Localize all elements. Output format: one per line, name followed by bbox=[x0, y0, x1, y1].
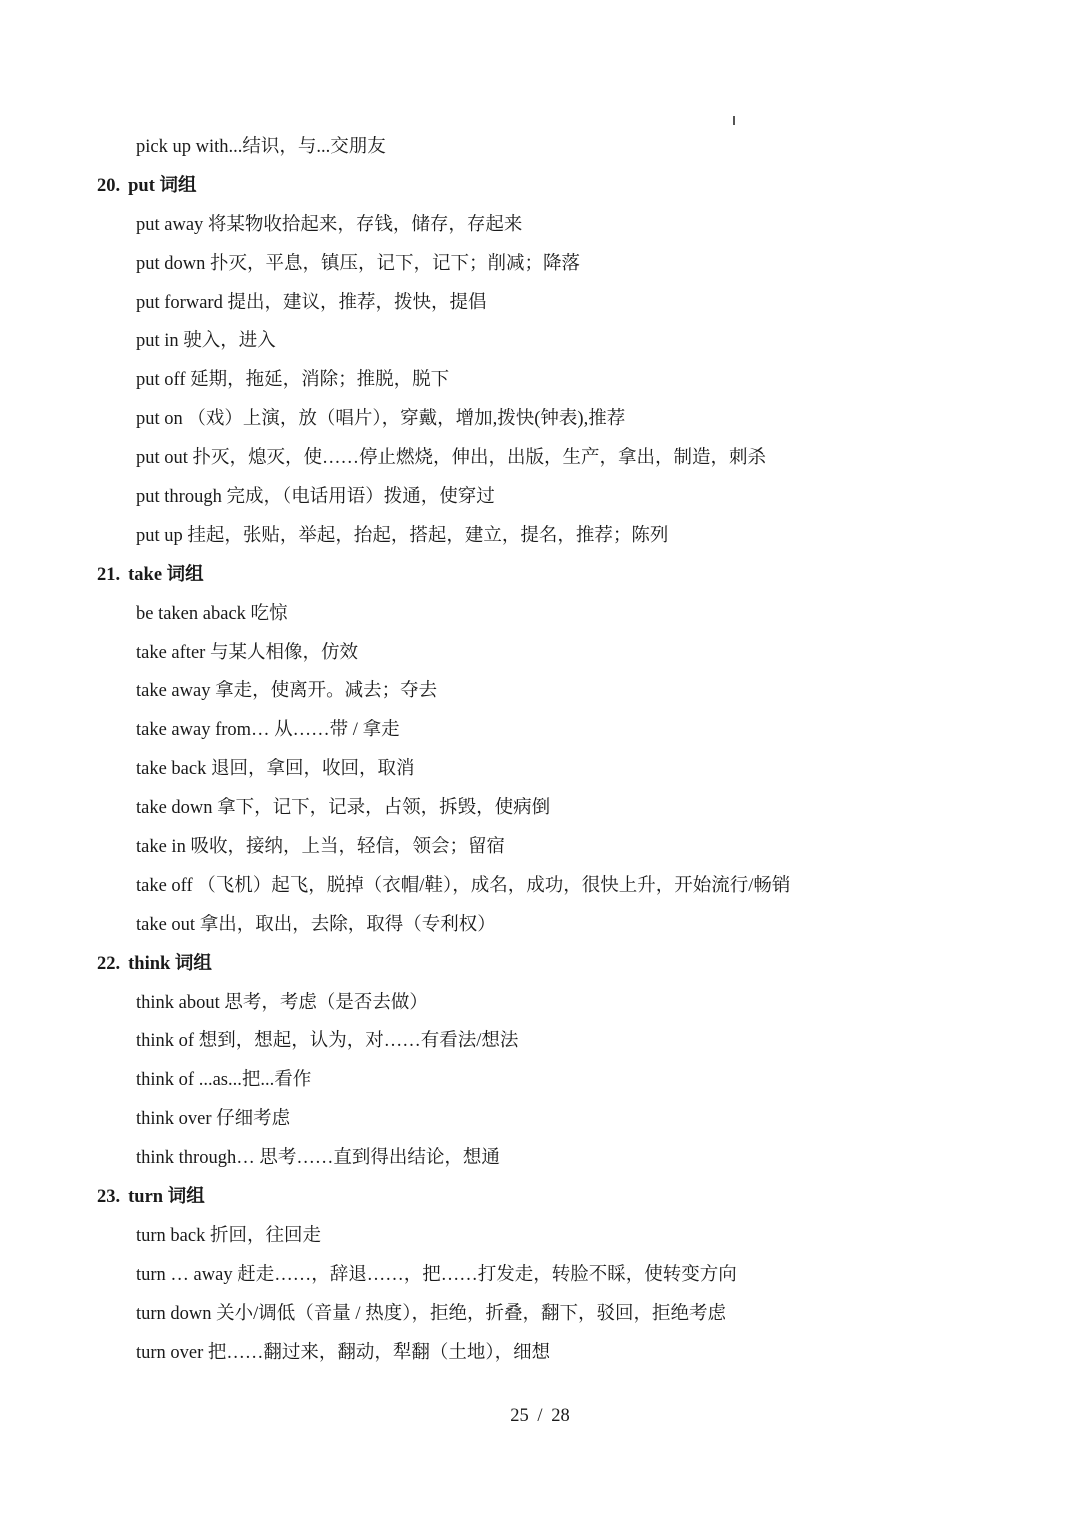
phrase-entry: put off 延期，拖延，消除；推脱，脱下 bbox=[136, 370, 450, 391]
phrase-entry: turn … away 赶走……，辞退……，把……打发走，转脸不睬，使转变方向 bbox=[136, 1264, 737, 1285]
phrase-entry: turn over 把……翻过来，翻动，犁翻（土地），细想 bbox=[136, 1342, 551, 1363]
phrase-entry: put out 扑灭，熄灭，使……停止燃烧，伸出，出版，生产，拿出，制造，刺杀 bbox=[136, 448, 767, 469]
page-tick-mark bbox=[733, 116, 735, 125]
phrase-entry: think of 想到，想起，认为，对……有看法/想法 bbox=[136, 1031, 519, 1052]
phrase-entry: take off （飞机）起飞，脱掉（衣帽/鞋），成名，成功，很快上升，开始流行/畅销 bbox=[136, 875, 791, 896]
section-heading bbox=[0, 167, 1080, 206]
phrase-entry: be taken aback 吃惊 bbox=[136, 603, 288, 624]
section-number: 20. bbox=[97, 175, 121, 196]
page-separator: / bbox=[537, 1406, 543, 1426]
phrase-entry: put forward 提出，建议，推荐，拨快，提倡 bbox=[136, 292, 487, 313]
phrase-entry: take away 拿走，使离开。减去；夺去 bbox=[136, 681, 438, 702]
phrase-entry: put on （戏）上演，放（唱片），穿戴，增加,拨快(钟表),推荐 bbox=[136, 409, 626, 430]
phrase-entry: take back 退回，拿回，收回，取消 bbox=[136, 759, 415, 780]
phrase-entry: think of ...as...把...看作 bbox=[136, 1070, 312, 1091]
phrase-entry: put down 扑灭，平息，镇压，记下，记下；削减；降落 bbox=[136, 253, 581, 274]
section-number: 21. bbox=[97, 564, 121, 585]
section-heading bbox=[0, 945, 1080, 984]
phrase-entry: put through 完成，（电话用语）拨通，使穿过 bbox=[136, 487, 495, 508]
phrase-list bbox=[0, 128, 1080, 1373]
phrase-entry: take down 拿下，记下，记录，占领，拆毁，使病倒 bbox=[136, 798, 551, 819]
section-heading bbox=[0, 556, 1080, 595]
phrase-entry: pick up with...结识，与...交朋友 bbox=[136, 137, 386, 157]
section-title: think 词组 bbox=[128, 953, 212, 974]
phrase-entry: take out 拿出，取出，去除，取得（专利权） bbox=[136, 914, 496, 935]
phrase-entry: think over 仔细考虑 bbox=[136, 1109, 291, 1130]
phrase-entry: think through… 思考……直到得出结论，想通 bbox=[136, 1148, 500, 1169]
page-total: 28 bbox=[551, 1406, 570, 1426]
phrase-entry: think about 思考，考虑（是否去做） bbox=[136, 992, 428, 1013]
page-number bbox=[0, 1406, 1080, 1427]
section-heading bbox=[0, 1178, 1080, 1217]
phrase-entry: take away from… 从……带 / 拿走 bbox=[136, 720, 400, 741]
page-current: 25 bbox=[510, 1406, 529, 1426]
section-title: take 词组 bbox=[128, 564, 204, 585]
phrase-entry: put up 挂起，张贴，举起，抬起，搭起，建立，提名，推荐；陈列 bbox=[136, 525, 669, 546]
section-number: 23. bbox=[97, 1187, 121, 1208]
section-title: put 词组 bbox=[128, 175, 197, 196]
phrase-entry: take after 与某人相像，仿效 bbox=[136, 642, 358, 663]
phrase-entry: put in 驶入，进入 bbox=[136, 331, 276, 352]
section-number: 22. bbox=[97, 953, 121, 974]
phrase-entry: turn down 关小/调低（音量 / 热度），拒绝，折叠，翻下，驳回，拒绝考虑 bbox=[136, 1303, 726, 1324]
section-title: turn 词组 bbox=[128, 1187, 205, 1208]
phrase-entry: put away 将某物收拾起来，存钱，储存，存起来 bbox=[136, 214, 523, 235]
phrase-entry: turn back 折回，往回走 bbox=[136, 1225, 321, 1246]
phrase-entry: take in 吸收，接纳，上当，轻信，领会；留宿 bbox=[136, 837, 505, 858]
